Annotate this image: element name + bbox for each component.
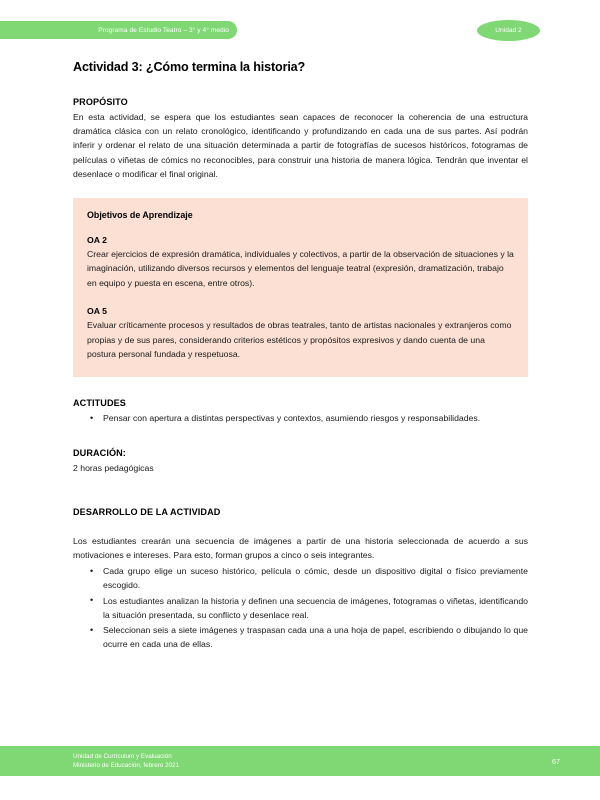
desarrollo-steps-list: [73, 564, 528, 651]
program-banner: [0, 21, 237, 39]
footer-credits: [73, 752, 552, 771]
document-content: [73, 60, 528, 652]
page-footer: [0, 746, 600, 776]
learning-objectives-box: [73, 198, 528, 377]
duracion-heading: DURACIÓN:: [73, 447, 126, 458]
oa-text-5: Evaluar críticamente procesos y resultados de obras teatrales, tanto de artistas nacionales y extranjeros como propias y de sus pares, considerando criterios estéticos y propósitos expresivos y dando cuenta de una postura personal fundada y respetuosa.: [87, 320, 512, 360]
list-item: • Cada grupo elige un suceso histórico, película o cómic, desde un dispositivo digital o físico previamente escogido.: [103, 564, 528, 592]
desarrollo-intro: Los estudiantes crearán una secuencia de imágenes a partir de una historia seleccionada de acuerdo a sus motivaciones e intereses. Para esto, forman grupos a cinco o seis integrantes.: [73, 535, 528, 561]
page-title: Actividad 3: ¿Cómo termina la historia?: [73, 60, 306, 74]
footer-line-2: Ministerio de Educación, febrero 2021: [73, 762, 180, 769]
program-banner-label: Programa de Estudio Teatro – 3° y 4° medio: [98, 26, 229, 34]
duracion-text: 2 horas pedagógicas: [73, 462, 154, 473]
proposito-text: En esta actividad, se espera que los estudiantes sean capaces de reconocer la coherencia de una estructura dramática clásica con un relato cronológico, identificando y profundizando en cada una de sus partes. Así podrán inferir y ordenar el relato de una situación determinada a partir de fotografías de sucesos históricos, fotogramas de películas o viñetas de cómics no reconocibles, para construir una historia de manera lógica. Tendrán que inventar el desenlace o modificar el final original.: [73, 112, 528, 179]
list-item: • Pensar con apertura a distintas perspectivas y contextos, asumiendo riesgos y responsabilidades.: [103, 411, 528, 425]
unit-badge-label: Unidad 2: [495, 27, 522, 34]
footer-line-1: Unidad de Currículum y Evaluación: [73, 752, 172, 760]
oa-text-2: Crear ejercicios de expresión dramática, individuales y colectivos, a partir de la observación de situaciones y la imaginación, utilizando diversos recursos y elementos del lenguaje teatral (expresión, dramatización, trabajo en equipo y puesta en escena, entre otros).: [87, 249, 514, 288]
proposito-heading: PROPÓSITO: [73, 97, 128, 107]
page-header: [0, 0, 600, 52]
oa-code-2: OA 2: [87, 235, 107, 246]
list-item: • Seleccionan seis a siete imágenes y traspasan cada una a una hoja de papel, escribiendo o dibujando lo que ocurre en cada una de ellas.: [103, 623, 528, 651]
oa-code-5: OA 5: [87, 306, 107, 317]
unit-badge: [477, 20, 540, 41]
learning-objectives-title: Objetivos de Aprendizaje: [87, 210, 193, 221]
actitudes-heading: ACTITUDES: [73, 398, 126, 409]
actitudes-list: [73, 411, 528, 425]
desarrollo-heading: DESARROLLO DE LA ACTIVIDAD: [73, 506, 221, 517]
page-number: 67: [552, 756, 560, 766]
list-item: • Los estudiantes analizan la historia y definen una secuencia de imágenes, fotogramas o viñetas, identificando la situación presentada, su conflicto y desenlace real.: [103, 594, 528, 622]
